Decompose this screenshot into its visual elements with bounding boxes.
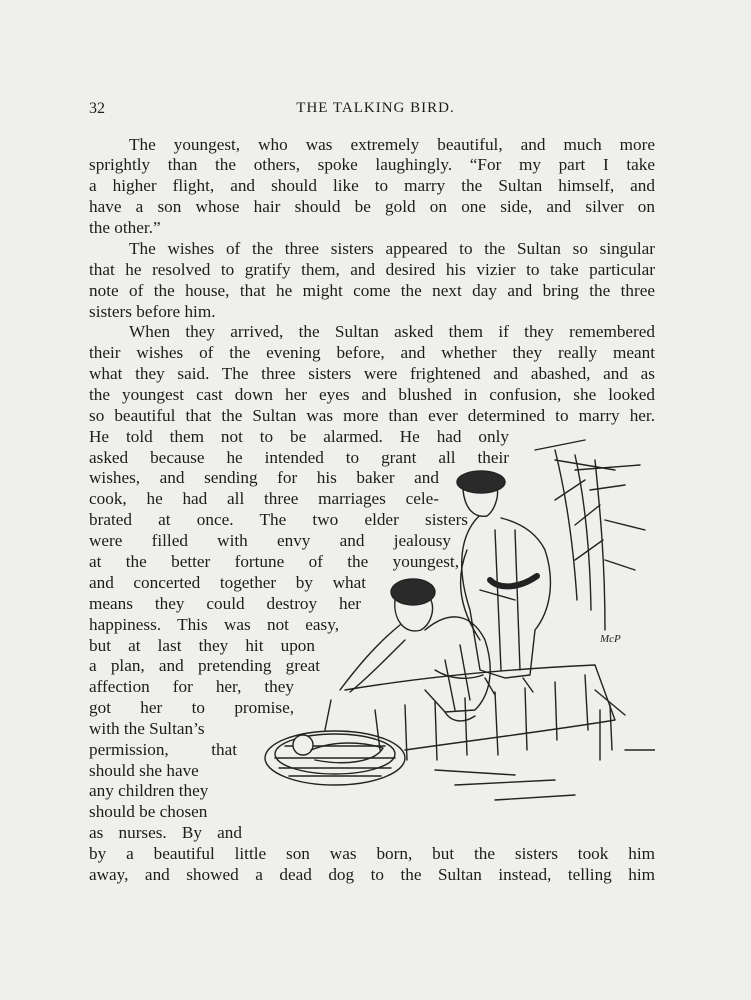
text-line-30: permission, that: [89, 740, 237, 759]
text-line-8: note of the house, that he might come the next day and bring the three: [89, 281, 655, 300]
text-line-34: as nurses. By and: [89, 823, 242, 842]
artist-signature: McP: [600, 633, 621, 645]
page-number: 32: [89, 100, 105, 117]
text-line-16: asked because he intended to grant all their: [89, 448, 509, 467]
text-line-10: When they arrived, the Sultan asked them if they remembered: [129, 322, 655, 341]
text-line-21: at the better fortune of the youngest,: [89, 552, 459, 571]
text-line-2: sprightly than the others, spoke laughingly. “For my part I take: [89, 155, 655, 174]
text-line-33: should be chosen: [89, 802, 208, 821]
riverbank: [345, 665, 655, 800]
text-line-25: but at last they hit upon: [89, 636, 315, 655]
text-line-36: away, and showed a dead dog to the Sultan instead, telling him: [89, 865, 655, 884]
text-line-19: brated at once. The two elder sisters: [89, 510, 468, 529]
text-line-4: have a son whose hair should be gold on one side, and silver on: [89, 197, 655, 216]
text-line-5: the other.”: [89, 218, 161, 237]
text-line-22: and concerted together by what: [89, 573, 366, 592]
text-line-29: with the Sultan’s: [89, 719, 205, 738]
text-line-28: got her to promise,: [89, 698, 294, 717]
text-line-35: by a beautiful little son was born, but the sisters took him: [89, 844, 655, 863]
text-line-20: were filled with envy and jealousy: [89, 531, 451, 550]
standing-figure: [457, 471, 550, 695]
text-line-6: The wishes of the three sisters appeared to the Sultan so singular: [129, 239, 655, 258]
text-line-27: affection for her, they: [89, 677, 294, 696]
reeds: [535, 440, 645, 630]
text-line-1: The youngest, who was extremely beautiful, and much more: [129, 135, 655, 154]
text-line-13: the youngest cast down her eyes and blushed in confusion, she looked: [89, 385, 655, 404]
text-line-23: means they could destroy her: [89, 594, 361, 613]
text-line-3: a higher flight, and should like to marry the Sultan himself, and: [89, 176, 655, 195]
text-line-11: their wishes of the evening before, and whether they really meant: [89, 343, 655, 362]
text-line-17: wishes, and sending for his baker and: [89, 468, 439, 487]
illustration-basket-scene: [255, 430, 655, 830]
text-line-12: what they said. The three sisters were frightened and abashed, and as: [89, 364, 655, 383]
text-line-24: happiness. This was not easy,: [89, 615, 339, 634]
running-title: THE TALKING BIRD.: [296, 100, 455, 116]
text-line-15: He told them not to be alarmed. He had only: [89, 427, 509, 446]
text-line-32: any children they: [89, 781, 209, 800]
text-line-9: sisters before him.: [89, 302, 216, 321]
text-line-31: should she have: [89, 761, 199, 780]
text-line-7: that he resolved to gratify them, and desired his vizier to take particular: [89, 260, 655, 279]
text-line-18: cook, he had all three marriages cele-: [89, 489, 439, 508]
text-line-26: a plan, and pretending great: [89, 656, 320, 675]
text-line-14: so beautiful that the Sultan was more than ever determined to marry her.: [89, 406, 655, 425]
basket-with-baby: [265, 700, 405, 785]
